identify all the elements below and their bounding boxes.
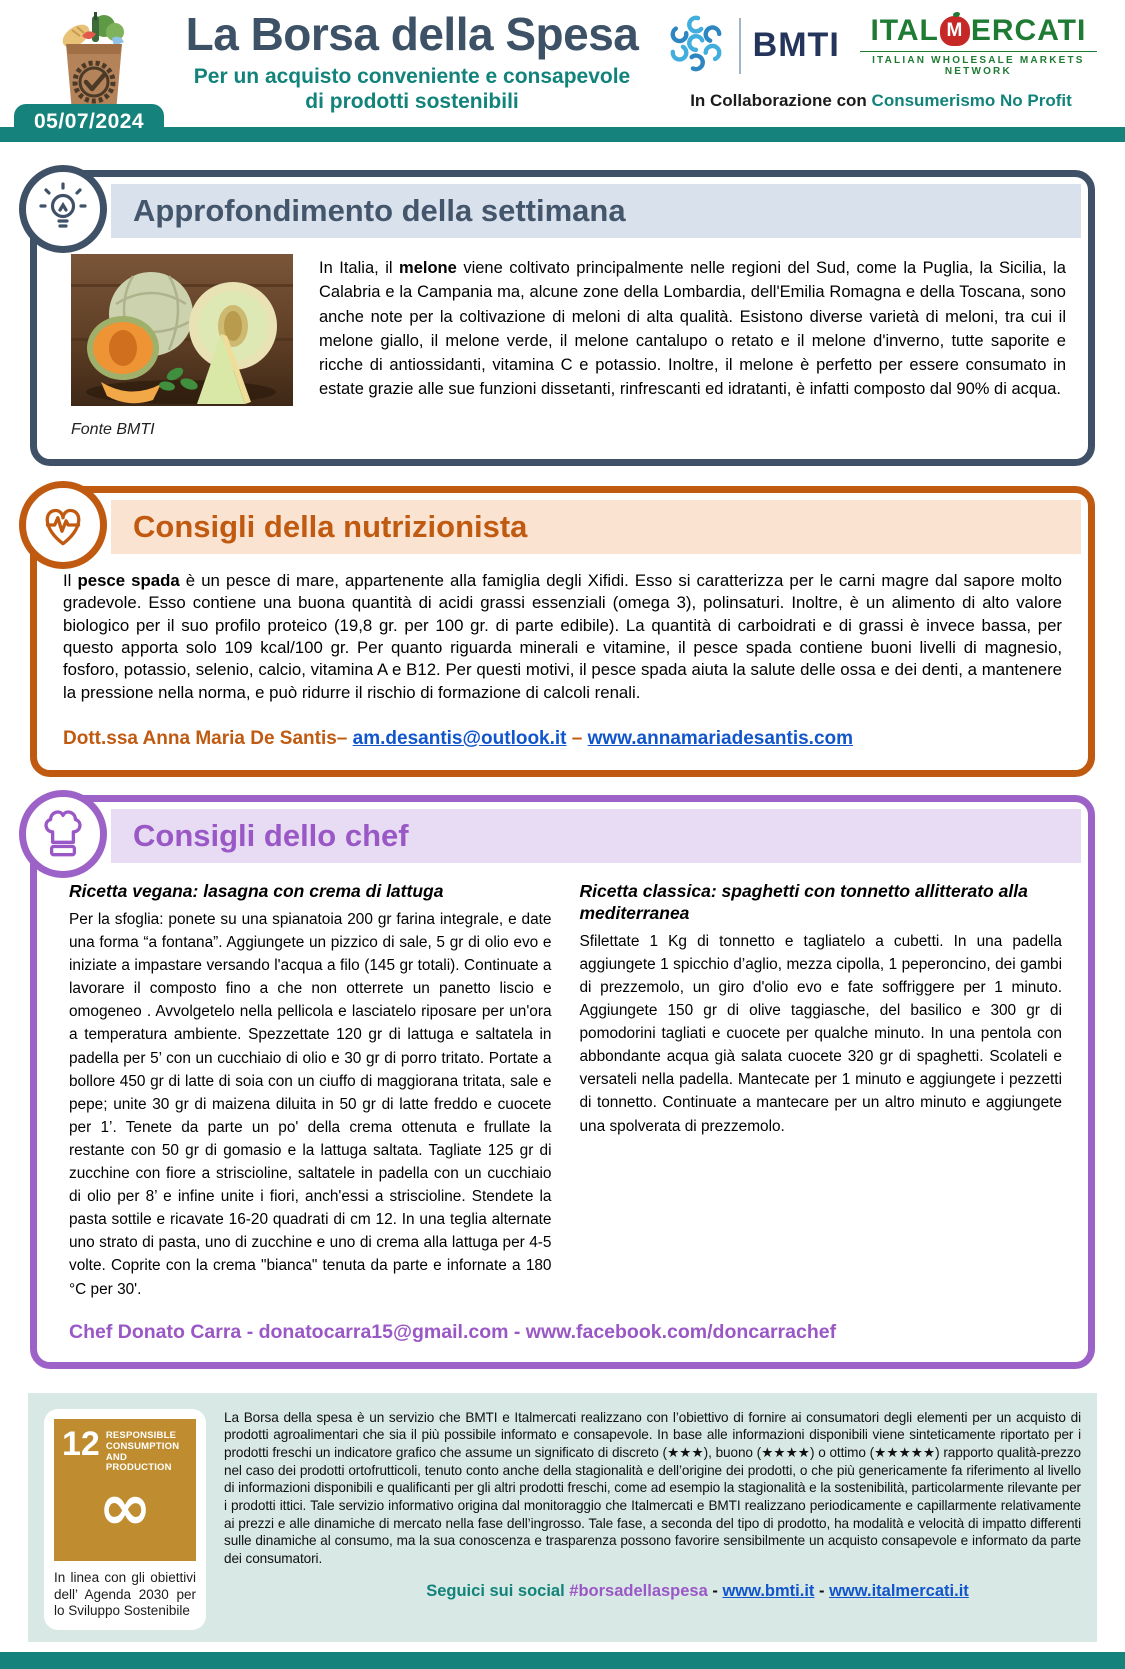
- header: [0, 0, 1125, 142]
- chef-hat-icon: [19, 790, 107, 878]
- social-hashtag: #borsadellaspesa: [569, 1581, 708, 1600]
- section-title-chef: Consigli dello chef: [133, 817, 409, 853]
- footer-paragraph: La Borsa della spesa è un servizio che BMTI e Italmercati realizzano con l’obiettivo di fornire ai consumatori degli elementi per un acquisto di prodotti agroalimentari che sia il più possibile informato e consapevole. In base alle informazioni disponibili viene sinteticamente riportato per i prodotti freschi un indicatore grafico che assume un significato di discreto (★★★), buono (★★★★) o ottimo (★★★★★) rapporto qualità-prezzo nel caso dei prodotti ortofrutticoli, tenuto conto anche della stagionalità e dell’origine dei prodotti, o che più genericamente fa riferimento al livello di informazioni disponibili e qualificanti per gli altri prodotti freschi, come ad esempio la stagionalità e la sostenibilità, particolarmente rilevante per i prodotti ittici. Tale servizio informativo origina dal monitoraggio che Italmercati e BMTI realizzano periodicamente e capillarmente relativamente ai prezzi e alle dinamiche di mercato nella fase dell’ingrosso. Tale fase, a seconda del tipo di prodotto, ha modalità e velocità di impatto differenti sulle dinamiche al consumo, ma la sua conoscenza e trasparenza possono favorire sensibilmente un acquisto consapevole e informato da parte dei consumatori.: [224, 1409, 1081, 1567]
- recipe-classica-title: Ricetta classica: spaghetti con tonnetto allitterato alla mediterranea: [579, 880, 1028, 923]
- keyword-melone: melone: [399, 259, 457, 277]
- bmti-website-link[interactable]: www.bmti.it: [722, 1581, 815, 1600]
- sdg-caption: In linea con gli obiettivi dell’ Agenda 2030 per lo Sviluppo Sostenibile: [54, 1569, 196, 1619]
- italmercati-text-right: ERCATI: [970, 14, 1087, 47]
- section-chef: [30, 795, 1095, 1369]
- recipe-classica-body: Sfilettate 1 Kg di tonnetto e tagliatelo a cubetti. In una padella aggiungete 1 spicchio d’aglio, mezza cipolla, 1 peperoncino, dei gambi di prezzemolo, un giro d'olio evo e fate soffriggere per 1 minuto. Aggiungete 150 gr di olive taggiasche, del basilico e 300 gr di pomodorini tagliati e cuocete per qualche minuto. In una pentola con abbondante acqua già salata cuocete 320 gr di spaghetti. Scolateli e versateli nella padella. Mantecate per 1 minuto e aggiungete i pezzetti di tonnetto. Continuate a mantecare per un altro minuto e aggiungete una spolverata di prezzemolo.: [579, 932, 1062, 1135]
- chef-facebook-link[interactable]: www.facebook.com/doncarrachef: [525, 1320, 837, 1343]
- nutritionist-name: Dott.ssa Anna Maria De Santis–: [63, 727, 353, 749]
- bmti-swirl-icon: [665, 12, 727, 79]
- recipe-vegana: [69, 881, 552, 1301]
- italmercati-tagline: ITALIAN WHOLESALE MARKETS NETWORK: [860, 51, 1097, 77]
- section-nutrizionista: [30, 486, 1095, 777]
- subtitle-line-2: di prodotti sostenibili: [305, 90, 519, 114]
- header-divider-bar: [0, 127, 1125, 142]
- infinity-icon: ∞: [98, 1471, 152, 1546]
- image-caption: Fonte BMTI: [71, 421, 155, 438]
- social-prefix: Seguici sui social: [426, 1581, 570, 1600]
- bottom-teal-bar: [0, 1652, 1125, 1669]
- italmercati-logo: [860, 14, 1097, 77]
- chef-email-link[interactable]: donatocarra15@gmail.com: [258, 1320, 509, 1343]
- sdg-12-icon: [54, 1419, 196, 1561]
- heart-pulse-icon: [19, 481, 107, 569]
- collaboration-line: [665, 91, 1097, 111]
- recipe-classica: [580, 881, 1063, 1301]
- nutritionist-website-link[interactable]: www.annamariadesantis.com: [587, 727, 854, 749]
- sdg-goal-label: RESPONSIBLE CONSUMPTION AND PRODUCTION: [105, 1429, 180, 1474]
- newsletter-subtitle: [148, 64, 676, 114]
- keyword-pesce-spada: pesce spada: [77, 571, 180, 590]
- bmti-logo-text: BMTI: [752, 26, 840, 64]
- footer: [28, 1393, 1097, 1643]
- section-approfondimento: [30, 170, 1095, 466]
- chef-contact-line: Chef Donato Carra - donatocarra15@gmail.com - www.facebook.com/doncarrachef: [69, 1320, 837, 1343]
- melon-photo: [71, 254, 293, 406]
- nutritionist-email-link[interactable]: am.desantis@outlook.it: [352, 727, 567, 749]
- section-title-nutrizionista: Consigli della nutrizionista: [133, 509, 528, 544]
- section-title-approfondimento: Approfondimento della settimana: [133, 193, 626, 228]
- social-line: Seguici sui social #borsadellaspesa - www.bmti.it - www.italmercati.it: [426, 1581, 969, 1600]
- italmercati-text-left: ITAL: [870, 14, 939, 47]
- nutrizionista-contact-line: Dott.ssa Anna Maria De Santis– am.desantis@outlook.it – www.annamariadesantis.com: [63, 727, 854, 749]
- italmercati-apple-icon: M: [940, 16, 970, 46]
- italmercati-website-link[interactable]: www.italmercati.it: [829, 1581, 969, 1600]
- subtitle-line-1: Per un acquisto conveniente e consapevole: [193, 65, 631, 89]
- sdg-number: 12: [62, 1424, 100, 1463]
- lightbulb-icon: [19, 165, 107, 253]
- section-header-band: [111, 184, 1081, 238]
- approfondimento-paragraph: In Italia, il melone viene coltivato principalmente nelle regioni del Sud, come la Puglia, la Sicilia, la Calabria e la Campania ma, alcune zone della Lombardia, dell'Emilia Romagna e della Toscana, sono anche note per la coltivazione di meloni di alta qualità. Esistono diverse varietà di meloni, tra cui il melone giallo, il melone verde, il melone cantalupo o retato e il melone d'inverno, tutte saporite e ricche di antiossidanti, vitamina C e potassio. Inoltre, il melone è perfetto per essere consumato in estate grazie alle sue funzioni dissetanti, rinfrescanti ed idratanti, è infatti composto dal 90% di acqua.: [319, 259, 1066, 399]
- section-header-band: [111, 500, 1081, 554]
- logo-divider: [739, 18, 741, 74]
- sdg-card: [44, 1409, 206, 1631]
- recipe-vegana-body: Per la sfoglia: ponete su una spianatoia 200 gr farina integrale, e date una forma “a fontana”. Aggiungete un pizzico di sale, 5 gr di olio evo e iniziate a impastare versando l'acqua a filo (145 gr totali). Continuate a lavorare il composto fino a che non otterrete un panetto liscio e omogeneo . Avvolgetelo nella pellicola e lasciatelo riposare per un'ora a temperatura ambiente. Spezzettate 120 gr di lattuga e saltatela in padella per 5’ con un cucchiaio di olio e 30 gr di porro tritato. Portate a bollore 450 gr di latte di soia con un ciuffo di maggiorana tritata, sale e pepe; unite 30 gr di maizena diluita in 50 gr di latte freddo e cuocete per 1’. Tenete da parte un po' della crema ottenuta e frullate la restante con 50 gr di gomasio e la lattuga saltata. Tagliate 125 gr di zucchine con fiore a striscioline, saltatele in padella con un cucchiaio di olio per 8’ e infine unite i fiori, anch'essi a striscioline. Stendete la pasta sottile e ricavate 16-20 quadrati di cm 12. In una teglia alternate uno strato di pasta, uno di zucchine e uno di crema alla lattuga per 4-5 volte. Coprite con la crema "bianca" tenuta da parte e infornate a 180 °C per 30'.: [69, 910, 552, 1298]
- issue-date-badge: 05/07/2024: [14, 104, 164, 142]
- newsletter-title: La Borsa della Spesa: [185, 8, 639, 60]
- nutrizionista-paragraph: Il pesce spada è un pesce di mare, appartenente alla famiglia degli Xifidi. Esso si caratterizza per le carni magre dal sapore molto gradevole. Esso contiene una buona quantità di acidi grassi essenziali (omega 3), polinsaturi. Inoltre, è un alimento di alto valore biologico per il suo profilo proteico (19,8 gr. per 100 gr. di parte edibile). La quantità di carboidrati e di grassi è invece bassa, per questo apporta solo 109 kcal/100 gr. Per quanto riguarda minerali e vitamine, il pesce spada contiene buoni livelli di magnesio, fosforo, potassio, selenio, calcio, vitamina A e B12. Per questi motivi, il pesce spada aiuta la salute delle ossa e dei denti, a mantenere la pressione nella norma, e può ridurre il rischio di formazione di calcoli renali.: [63, 571, 1062, 702]
- melon-photo-figure: [71, 254, 299, 439]
- recipe-vegana-title: Ricetta vegana: lasagna con crema di lattuga: [69, 880, 444, 901]
- collaboration-prefix: In Collaborazione con: [690, 91, 872, 110]
- chef-name: Chef Donato Carra -: [69, 1320, 259, 1343]
- collaboration-partner: Consumerismo No Profit: [871, 91, 1072, 110]
- masthead: [148, 10, 676, 115]
- partner-logos: [665, 12, 1097, 111]
- section-header-band: [111, 809, 1081, 863]
